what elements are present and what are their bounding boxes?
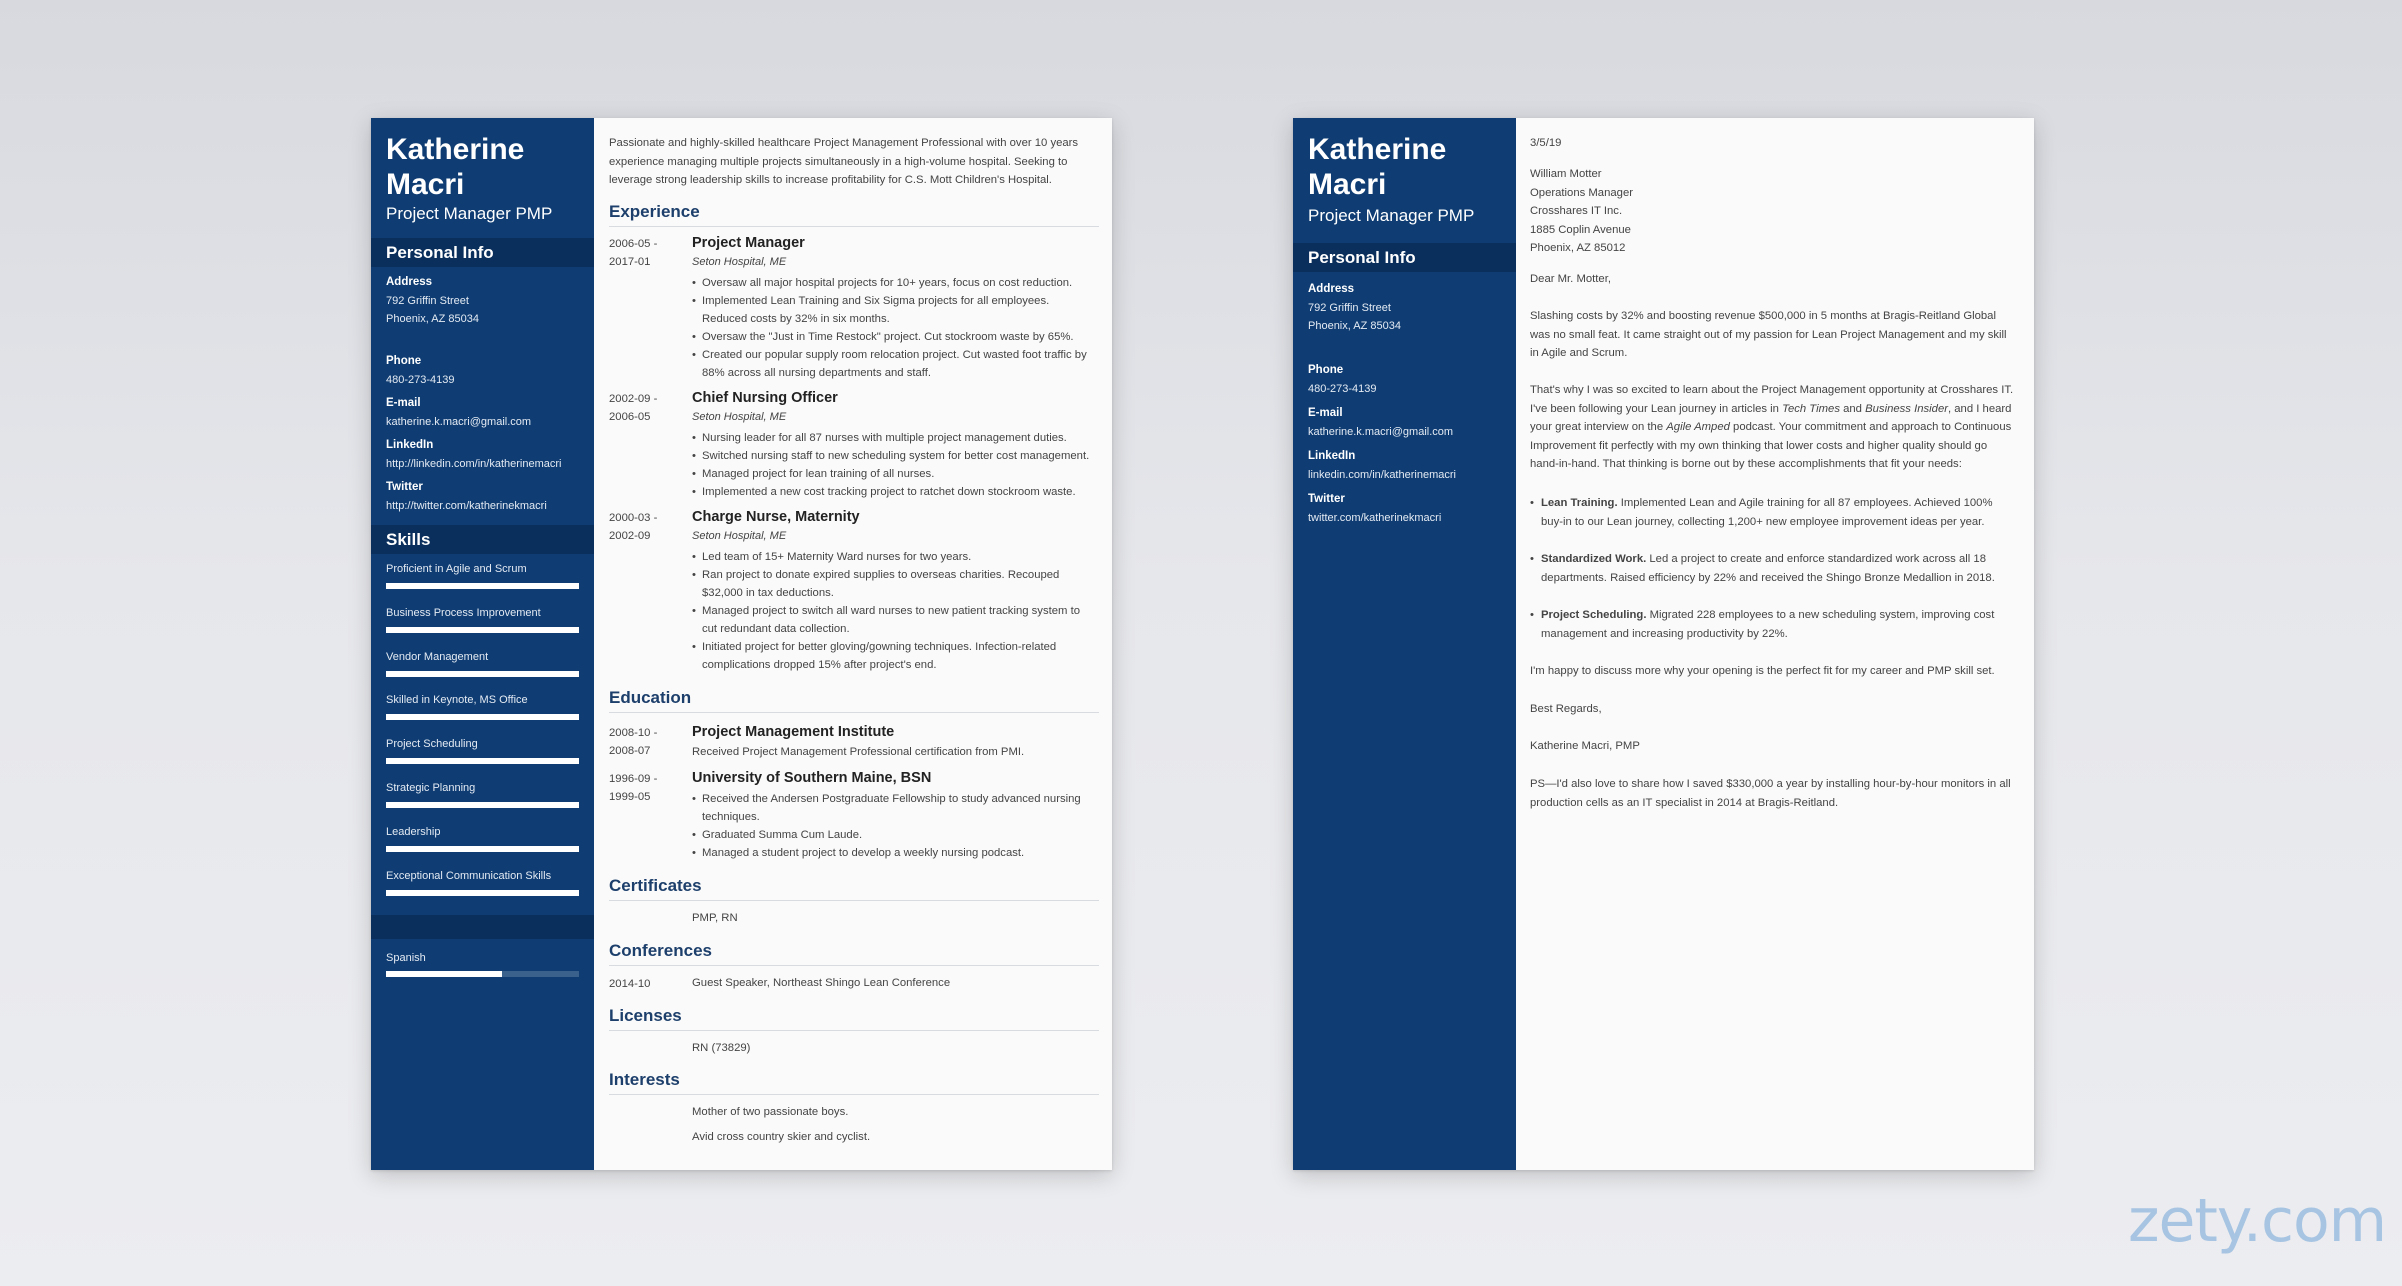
certificates-value: PMP, RN	[692, 912, 738, 924]
language-level-bar	[386, 971, 579, 977]
cover-linkedin-value[interactable]: linkedin.com/in/katherinemacri	[1308, 469, 1456, 481]
edu-date-from: 1996-09 -	[609, 773, 658, 785]
letter-date: 3/5/19	[1530, 137, 1562, 149]
conferences-heading: Conferences	[609, 941, 1099, 966]
resume-role: Project Manager PMP	[386, 204, 553, 223]
job-bullet: • Led team of 15+ Maternity Ward nurses for two years.	[692, 548, 1097, 566]
job-title: Project Manager	[692, 235, 805, 251]
zety-logo: zety.com	[2128, 1186, 2387, 1256]
cover-phone-label: Phone	[1308, 364, 1344, 376]
job-bullet: • Managed project for lean training of all nurses.	[692, 465, 1097, 483]
phone-value: 480-273-4139	[386, 374, 455, 386]
bullet-text: Migrated 228 employees to a new scheduling system, improving cost management and increasing productivity by 22%.	[1541, 609, 1995, 640]
summary: Passionate and highly-skilled healthcare Project Management Professional with over 10 years experience managing multiple projects simultaneously in a high-volume hospital. Seeking to leverage strong leadership skills to increase profitability for C.S. Mott Children's Hospital.	[609, 137, 1079, 186]
accomplishment-bullet	[1530, 606, 2017, 643]
cover-personal-info-heading: Personal Info	[1293, 243, 1516, 272]
job-bullets	[692, 429, 1097, 501]
skill-name: Project Scheduling	[386, 738, 478, 751]
resume-sidebar	[371, 118, 594, 1170]
email-value[interactable]: katherine.k.macri@gmail.com	[386, 416, 532, 428]
job-date-from: 2002-09 -	[609, 393, 658, 405]
edu-title: University of Southern Maine, BSN	[692, 770, 932, 786]
para2-part-b: and	[1839, 402, 1866, 415]
accomplishment-bullet	[1530, 494, 2017, 531]
skill-level-fill	[386, 758, 579, 764]
interest-item: Mother of two passionate boys.	[692, 1106, 849, 1118]
skill-level-fill	[386, 890, 579, 896]
cover-linkedin-label: LinkedIn	[1308, 450, 1356, 462]
postscript: PS—I'd also love to share how I saved $330,000 a year by installing hour-by-hour monitors in all production cells as an IT specialist in 2014 at Bragis-Reitland.	[1530, 778, 2011, 809]
license-value: RN (73829)	[692, 1042, 751, 1054]
skill-level-bar	[386, 802, 579, 808]
para2-italic-1: Tech Times	[1782, 402, 1840, 415]
language-name: Spanish	[386, 952, 426, 964]
experience-heading: Experience	[609, 202, 1099, 227]
job-title: Chief Nursing Officer	[692, 390, 838, 406]
job-date-to: 2002-09	[609, 530, 651, 542]
address-line2: Phoenix, AZ 85034	[386, 313, 479, 325]
paragraph-3: I'm happy to discuss more why your opening is the perfect fit for my career and PMP skill set.	[1530, 665, 1995, 677]
conference-date: 2014-10	[609, 978, 651, 990]
skill-level-fill	[386, 627, 579, 633]
edu-date-to: 1999-05	[609, 791, 651, 803]
skill-name: Business Process Improvement	[386, 606, 541, 619]
skill-name: Strategic Planning	[386, 782, 476, 794]
job-bullets	[692, 274, 1097, 382]
paragraph-2	[1530, 381, 2017, 474]
bullet-text: Led a project to create and enforce standardized work across all 18 departments. Raised efficiency by 22% and received the Shingo Bronze Medallion in 2018.	[1541, 553, 1995, 584]
cover-sidebar	[1293, 118, 1516, 1170]
skill-level-fill	[386, 671, 579, 677]
skill-level-bar	[386, 714, 579, 720]
skill-name: Exceptional Communication Skills	[386, 869, 552, 882]
edu-bullet: • Graduated Summa Cum Laude.	[692, 826, 1097, 844]
cover-email-value[interactable]: katherine.k.macri@gmail.com	[1308, 426, 1454, 438]
skill-name: Vendor Management	[386, 650, 489, 663]
cover-email-label: E-mail	[1308, 407, 1343, 419]
skill-level-bar	[386, 846, 579, 852]
skill-level-bar	[386, 583, 579, 589]
accomplishment-bullet	[1530, 550, 2017, 587]
certificates-heading: Certificates	[609, 876, 1099, 901]
conference-value: Guest Speaker, Northeast Shingo Lean Conference	[692, 977, 951, 989]
job-organization: Seton Hospital, ME	[692, 530, 787, 542]
recipient-title: Operations Manager	[1530, 186, 1633, 199]
personal-info-heading: Personal Info	[371, 238, 594, 267]
skill-level-bar	[386, 671, 579, 677]
cover-twitter-label: Twitter	[1308, 493, 1345, 505]
edu-bullets	[692, 790, 1097, 862]
para2-italic-3: Agile Amped	[1666, 421, 1730, 433]
job-date-from: 2006-05 -	[609, 238, 658, 250]
skill-level-bar	[386, 890, 579, 896]
twitter-label: Twitter	[386, 481, 423, 493]
job-bullet: • Initiated project for better gloving/gowning techniques. Infection-related complications dropped 15% after project's end.	[692, 638, 1097, 674]
skill-level-fill	[386, 802, 579, 808]
cover-address-line1: 792 Griffin Street	[1308, 302, 1391, 314]
job-bullet: • Switched nursing staff to new scheduling system for better cost management.	[692, 447, 1097, 465]
para2-part-c: , and I heard your great interview on the	[1530, 402, 2012, 433]
cover-address-label: Address	[1308, 283, 1355, 295]
recipient-company: Crosshares IT Inc.	[1530, 205, 1623, 217]
skills-heading: Skills	[371, 525, 594, 554]
language-level-fill	[386, 971, 502, 977]
job-bullets	[692, 548, 1097, 674]
linkedin-label: LinkedIn	[386, 439, 434, 451]
salutation: Dear Mr. Motter,	[1530, 273, 1611, 285]
bullet-heading: Standardized Work.	[1541, 553, 1647, 565]
address-line1: 792 Griffin Street	[386, 295, 469, 307]
closing: Best Regards,	[1530, 703, 1602, 715]
para2-part-a: That's why I was so excited to learn about the Project Management opportunity at Crosshares IT. I've been following your Lean journey in articles in	[1530, 384, 2014, 415]
signature: Katherine Macri, PMP	[1530, 740, 1640, 752]
job-bullet: • Ran project to donate expired supplies to overseas charities. Recouped $32,000 in tax deductions.	[692, 566, 1097, 602]
edu-date-from: 2008-10 -	[609, 727, 658, 739]
cover-address-line2: Phoenix, AZ 85034	[1308, 320, 1401, 332]
paragraph-1: Slashing costs by 32% and boosting revenue $500,000 in 5 months at Bragis-Reitland Global was no small feat. It came straight out of my passion for Lean Project Management and my skill in Agile and Scrum.	[1530, 310, 2007, 359]
edu-bullet: • Managed a student project to develop a weekly nursing podcast.	[692, 844, 1097, 862]
cover-phone-value: 480-273-4139	[1308, 383, 1377, 395]
twitter-value[interactable]: http://twitter.com/katherinekmacri	[386, 500, 547, 512]
edu-description: Received Project Management Professional certification from PMI.	[692, 746, 1025, 758]
skill-name: Leadership	[386, 825, 441, 838]
bullet-heading: Lean Training.	[1541, 497, 1618, 509]
job-bullet: • Oversaw the "Just in Time Restock" project. Cut stockroom waste by 65%.	[692, 328, 1097, 346]
job-bullet: • Created our popular supply room relocation project. Cut wasted foot traffic by 88% across all nursing departments and staff.	[692, 346, 1097, 382]
recipient-city: Phoenix, AZ 85012	[1530, 242, 1626, 254]
linkedin-value[interactable]: http://linkedin.com/in/katherinemacri	[386, 458, 562, 470]
skill-level-fill	[386, 846, 579, 852]
resume-name: Katherine Macri	[386, 133, 525, 201]
job-bullet: • Nursing leader for all 87 nurses with multiple project management duties.	[692, 429, 1097, 447]
job-organization: Seton Hospital, ME	[692, 411, 787, 423]
skill-name: Skilled in Keynote, MS Office	[386, 694, 528, 707]
recipient-street: 1885 Coplin Avenue	[1530, 223, 1631, 236]
job-date-from: 2000-03 -	[609, 512, 658, 524]
email-label: E-mail	[386, 397, 421, 409]
skill-level-fill	[386, 714, 579, 720]
skill-name: Proficient in Agile and Scrum	[386, 563, 527, 575]
job-bullet: • Managed project to switch all ward nurses to new patient tracking system to cut redundant data collection.	[692, 602, 1097, 638]
para2-part-d: podcast. Your commitment and approach to Continuous Improvement fit perfectly with my own thinking that lower costs and higher quality should go hand-in-hand. That thinking is borne out by these accomplishments that fit your needs:	[1530, 421, 2012, 470]
licenses-heading: Licenses	[609, 1006, 1099, 1031]
edu-date-to: 2008-07	[609, 745, 651, 757]
address-label: Address	[386, 276, 433, 288]
bullet-heading: Project Scheduling.	[1541, 609, 1647, 621]
edu-bullet: • Received the Andersen Postgraduate Fellowship to study advanced nursing techniques.	[692, 790, 1097, 826]
interests-heading: Interests	[609, 1070, 1099, 1095]
phone-label: Phone	[386, 355, 422, 367]
skill-level-bar	[386, 758, 579, 764]
job-bullet: • Oversaw all major hospital projects for 10+ years, focus on cost reduction.	[692, 274, 1097, 292]
cover-name: Katherine Macri	[1308, 133, 1447, 201]
job-bullet: • Implemented a new cost tracking project to ratchet down stockroom waste.	[692, 483, 1097, 501]
skill-level-bar	[386, 627, 579, 633]
recipient-name: William Motter	[1530, 168, 1602, 180]
job-title: Charge Nurse, Maternity	[692, 509, 860, 525]
resume-page	[371, 118, 1112, 1170]
para2-italic-2: Business Insider	[1865, 402, 1948, 415]
cover-role: Project Manager PMP	[1308, 206, 1475, 225]
cover-letter-page	[1293, 118, 2034, 1170]
cover-twitter-value[interactable]: twitter.com/katherinekmacri	[1308, 512, 1442, 524]
interest-item: Avid cross country skier and cyclist.	[692, 1131, 871, 1143]
job-date-to: 2017-01	[609, 256, 651, 268]
skill-level-fill	[386, 583, 579, 589]
job-date-to: 2006-05	[609, 411, 651, 423]
job-bullet: • Implemented Lean Training and Six Sigma projects for all employees. Reduced costs by 32% in six months.	[692, 292, 1097, 328]
languages-heading	[371, 915, 594, 939]
job-organization: Seton Hospital, ME	[692, 256, 787, 268]
education-heading: Education	[609, 688, 1099, 713]
bullet-text: Implemented Lean and Agile training for all 87 employees. Achieved 100% buy-in to our Lean journey, collecting 1,200+ new employee improvement ideas per year.	[1541, 497, 1993, 528]
edu-title: Project Management Institute	[692, 724, 895, 740]
